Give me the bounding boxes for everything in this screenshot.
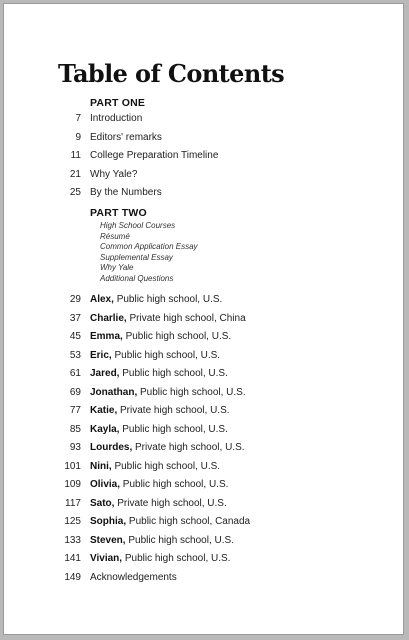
student-name: Vivian, [90, 553, 123, 564]
toc-page-number: 125 [64, 516, 81, 527]
toc-page-number: 11 [70, 150, 81, 161]
toc-page-number: 61 [69, 368, 81, 379]
toc-entry-title [90, 404, 230, 418]
subitem: Supplemental Essay [100, 252, 173, 262]
part-two-heading: PART TWO [90, 207, 147, 219]
page-title: Table of Contents [58, 59, 285, 88]
toc-entry-title [90, 478, 228, 492]
student-name: Nini, [90, 460, 112, 472]
subitem: Additional Questions [100, 273, 174, 283]
toc-entry-title: College Preparation Timeline [90, 150, 219, 161]
student-name: Jared, [90, 368, 120, 379]
subitem: Common Application Essay [100, 242, 198, 252]
toc-entry-title [90, 423, 228, 437]
toc-page-number: 77 [69, 405, 81, 416]
school-description: Public high school, U.S. [114, 349, 221, 361]
toc-page-number: 93 [69, 442, 81, 453]
document-page [3, 3, 404, 635]
school-description: Public high school, U.S. [128, 534, 234, 546]
toc-page-number: 85 [69, 423, 81, 435]
toc-entry-title [90, 293, 222, 307]
school-description: Private high school, China [129, 312, 246, 324]
toc-page-number: 29 [69, 294, 81, 305]
part-one-heading: PART ONE [90, 97, 146, 109]
toc-entry-title [90, 460, 220, 474]
toc-page-number: 109 [64, 479, 81, 490]
school-description: Public high school, U.S. [114, 460, 221, 472]
student-name: Lourdes, [90, 442, 133, 453]
student-name: Eric, [90, 349, 112, 361]
toc-page-number: 25 [69, 187, 81, 198]
school-description: Private high school, U.S. [120, 405, 230, 416]
school-description: Public high school, U.S. [116, 294, 223, 305]
toc-page-number: 21 [69, 168, 81, 180]
toc-entry-title: Editors' remarks [90, 131, 162, 143]
toc-entry-title [90, 497, 227, 511]
student-name: Steven, [90, 534, 126, 546]
toc-page-number: 53 [69, 349, 81, 361]
toc-entry-title [90, 534, 234, 548]
student-name: Sato, [90, 497, 115, 509]
toc-entry-title [90, 349, 220, 363]
student-name: Kayla, [90, 423, 120, 435]
toc-page-number: 37 [69, 312, 81, 324]
toc-page-number: 149 [64, 571, 81, 583]
student-name: Olivia, [90, 479, 121, 490]
school-description: Public high school, U.S. [122, 368, 228, 379]
toc-entry-title [90, 552, 230, 566]
school-description: Public high school, U.S. [140, 386, 246, 398]
student-name: Emma, [90, 331, 123, 342]
toc-page-number: 133 [64, 534, 81, 546]
toc-entry-title [90, 367, 228, 381]
student-name: Charlie, [90, 312, 127, 324]
toc-entry-title: Why Yale? [90, 168, 138, 180]
toc-page-number: 45 [69, 331, 81, 342]
toc-entry-title [90, 312, 246, 326]
school-description: Public high school, Canada [128, 516, 251, 527]
student-name: Jonathan, [90, 386, 138, 398]
toc-entry-title [90, 515, 250, 529]
subitem: High School Courses [100, 221, 176, 230]
toc-entry-title [90, 441, 245, 455]
school-description: Public high school, U.S. [122, 423, 228, 435]
toc-entry-title: By the Numbers [90, 187, 162, 198]
subitem: Why Yale [100, 263, 134, 273]
school-description: Public high school, U.S. [122, 479, 229, 490]
toc-page-number: 7 [75, 113, 81, 124]
part-two-subitems [100, 221, 198, 285]
toc-page-number: 117 [65, 497, 81, 509]
toc-page-number: 69 [69, 386, 81, 398]
student-name: Sophia, [90, 516, 127, 527]
school-description: Private high school, U.S. [135, 442, 245, 453]
student-name: Katie, [90, 405, 118, 416]
school-description: Public high school, U.S. [125, 331, 232, 342]
student-name: Alex, [90, 294, 114, 305]
toc-entry-title [90, 386, 246, 400]
school-description: Private high school, U.S. [117, 497, 227, 509]
subitem: Résumé [100, 231, 130, 241]
toc-page-number: 9 [75, 131, 81, 143]
toc-page-number: 101 [64, 460, 81, 472]
school-description: Public high school, U.S. [124, 553, 231, 564]
toc-page-number: 141 [64, 553, 81, 564]
toc-entry-title [90, 330, 231, 344]
toc-entry-title: Acknowledgements [90, 571, 177, 583]
toc-entry-title: Introduction [90, 113, 143, 124]
